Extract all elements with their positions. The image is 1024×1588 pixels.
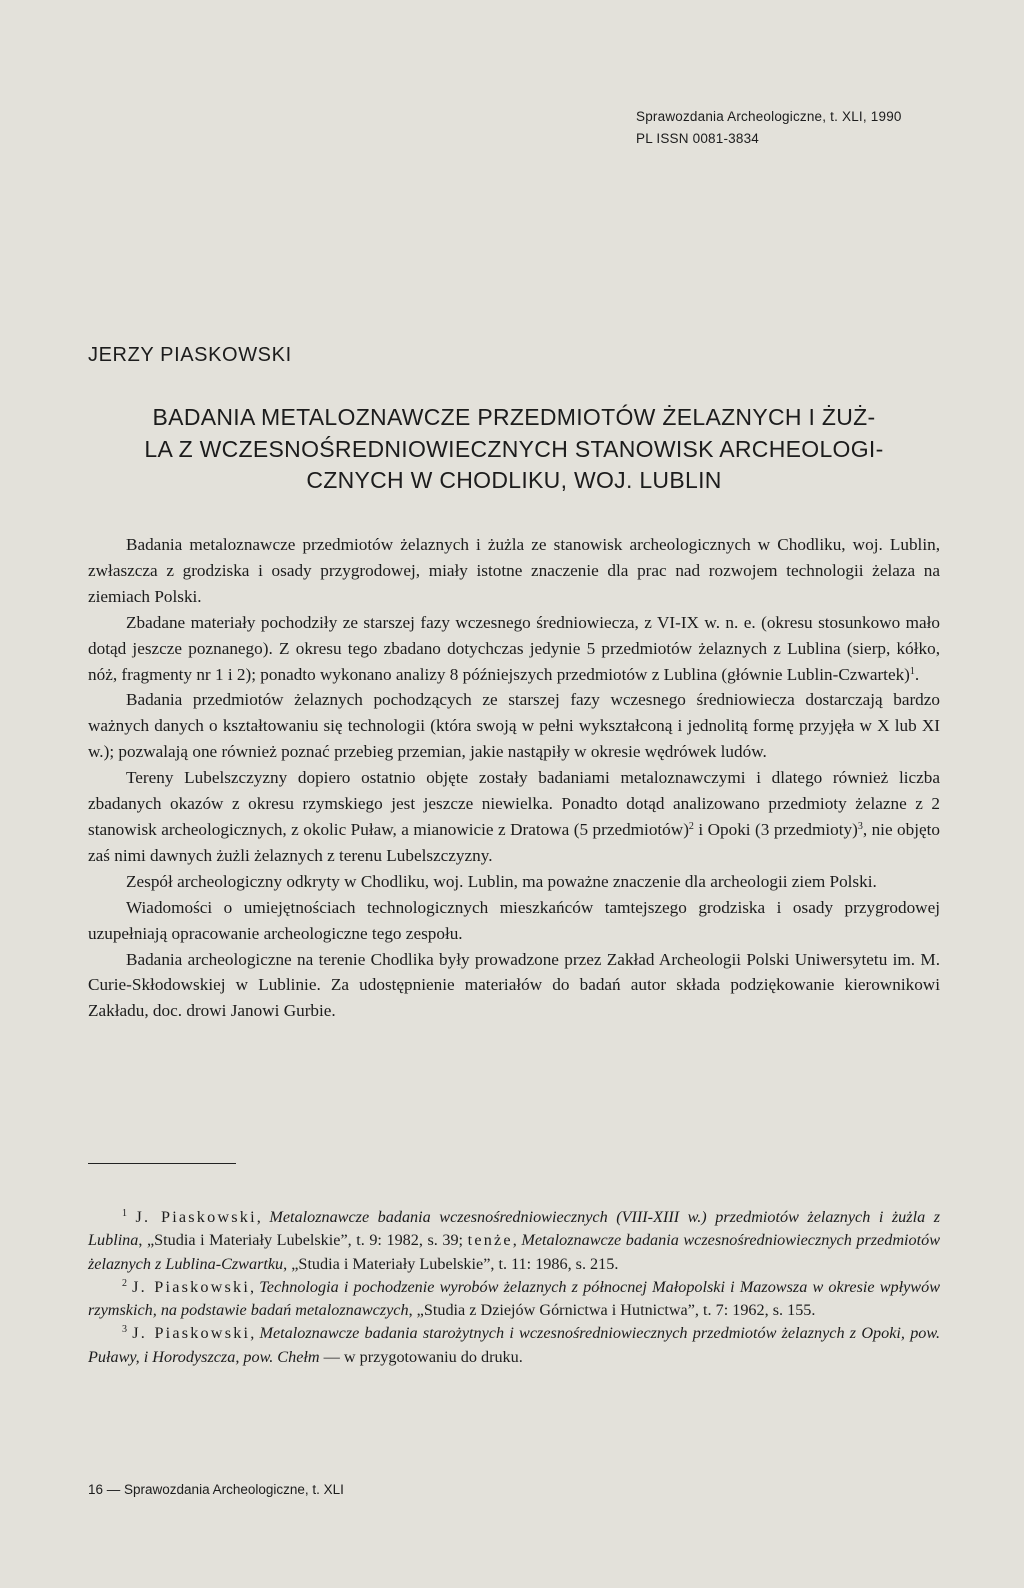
body-paragraph: Zbadane materiały pochodziły ze starszej fazy wczesnego średniowiecza, z VI-IX w. n. e. (okresu stosunkowo mało dotąd jeszcze poznanego). Z okresu tego zbadano dotychczas jedynie 5 przedmiotów żelaznych z Lublina (sierp, kółko, nóż, fragmenty nr 1 i 2); ponadto wykonano analizy 8 późniejszych przedmiotów z Lublina (głównie Lublin-Czwartek)$^1$. [88, 612, 940, 684]
body-paragraph: Tereny Lubelszczyzny dopiero ostatnio objęte zostały badaniami metaloznawczymi i dlatego również liczba zbadanych okazów z okresu rzymskiego jest jeszcze niewielka. Ponadto dotąd analizowano przedmioty żelazne z 2 stanowisk archeologicznych, z okolic Puław, a mianowicie z Dratowa (5 przedmiotów)$^2$ i Opoki (3 przedmioty)$^3$, nie objęto zaś nimi dawnych żużli żelaznych z terenu Lubelszczyzny. [88, 768, 941, 865]
author-name: JERZY PIASKOWSKI [88, 344, 292, 366]
issn-line: PL ISSN 0081-3834 [636, 131, 759, 146]
footnote-1: $^1$ J. Piaskowski, Metaloznawcze badania wczesnośredniowiecznych (VIII-XIII w.) przedmiotów żelaznych i żużla z Lublina, „Studia i Materiały Lubelskie”, t. 9: 1982, s. 39; tenże, Metaloznawcze badania wczesnośredniowiecznych przedmiotów żelaznych z Lublina-Czwartku, „Studia i Materiały Lubelskie”, t. 11: 1986, s. 215. [88, 1208, 940, 1273]
page-footer: 16 — Sprawozdania Archeologiczne, t. XLI [88, 1482, 344, 1497]
footnote-ref[interactable]: 3 [857, 820, 863, 832]
title-line: LA Z WCZESNOŚREDNIOWIECZNYCH STANOWISK ARCHEOLOGI- [144, 435, 884, 462]
footnote-divider [88, 1163, 236, 1164]
body-paragraph: Badania archeologiczne na terenie Chodlika były prowadzone przez Zakład Archeologii Polski Uniwersytetu im. M. Curie-Skłodowskiej w Lublinie. Za udostępnienie materiałów do badań autor składa podziękowanie kierownikowi Zakładu, doc. drowi Janowi Gurbie. [88, 949, 940, 1021]
title-line: BADANIA METALOZNAWCZE PRZEDMIOTÓW ŻELAZNYCH I ŻUŻ- [152, 404, 876, 430]
footnote-3: $^3$ J. Piaskowski, Metaloznawcze badania starożytnych i wczesnośredniowiecznych przedmiotów żelaznych z Opoki, pow. Puławy, i Horodyszcza, pow. Chełm — w przygotowaniu do druku. [88, 1324, 941, 1366]
footnote-2: $^2$ J. Piaskowski, Technologia i pochodzenie wyrobów żelaznych z północnej Małopolski i Mazowsza w okresie wpływów rzymskich, na podstawie badań metaloznawczych, „Studia z Dziejów Górnictwa i Hutnictwa”, t. 7: 1962, s. 155. [88, 1277, 940, 1320]
title-line: CZNYCH W CHODLIKU, WOJ. LUBLIN [306, 467, 722, 493]
article-title [88, 402, 940, 497]
footnote-ref[interactable]: 1 [909, 665, 915, 677]
journal-citation: Sprawozdania Archeologiczne, t. XLI, 1990 [636, 109, 902, 124]
footnote-ref[interactable]: 2 [688, 820, 694, 832]
article-body [88, 532, 940, 1024]
journal-header [636, 106, 902, 150]
body-paragraph: Badania przedmiotów żelaznych pochodzących ze starszej fazy wczesnego średniowiecza dostarczają bardzo ważnych danych o kształtowaniu się technologii (która swoją w pełni wykształconą i jednolitą formę przyjęła w X lub XI w.); pozwalają one również poznać przebieg przemian, jakie nastąpiły w okresie wędrówek ludów. [88, 690, 940, 762]
body-paragraph: Zespół archeologiczny odkryty w Chodliku, woj. Lublin, ma poważne znaczenie dla archeologii ziem Polski. [126, 871, 877, 891]
footnotes [88, 1206, 940, 1369]
body-paragraph: Wiadomości o umiejętnościach technologicznych mieszkańców tamtejszego grodziska i osady przygrodowej uzupełniają opracowanie archeologiczne tego zespołu. [88, 897, 940, 943]
body-paragraph: Badania metaloznawcze przedmiotów żelaznych i żużla ze stanowisk archeologicznych w Chodliku, woj. Lublin, zwłaszcza z grodziska i osady przygrodowej, miały istotne znaczenie dla prac nad rozwojem technologii żelaza na ziemiach Polski. [88, 535, 940, 606]
